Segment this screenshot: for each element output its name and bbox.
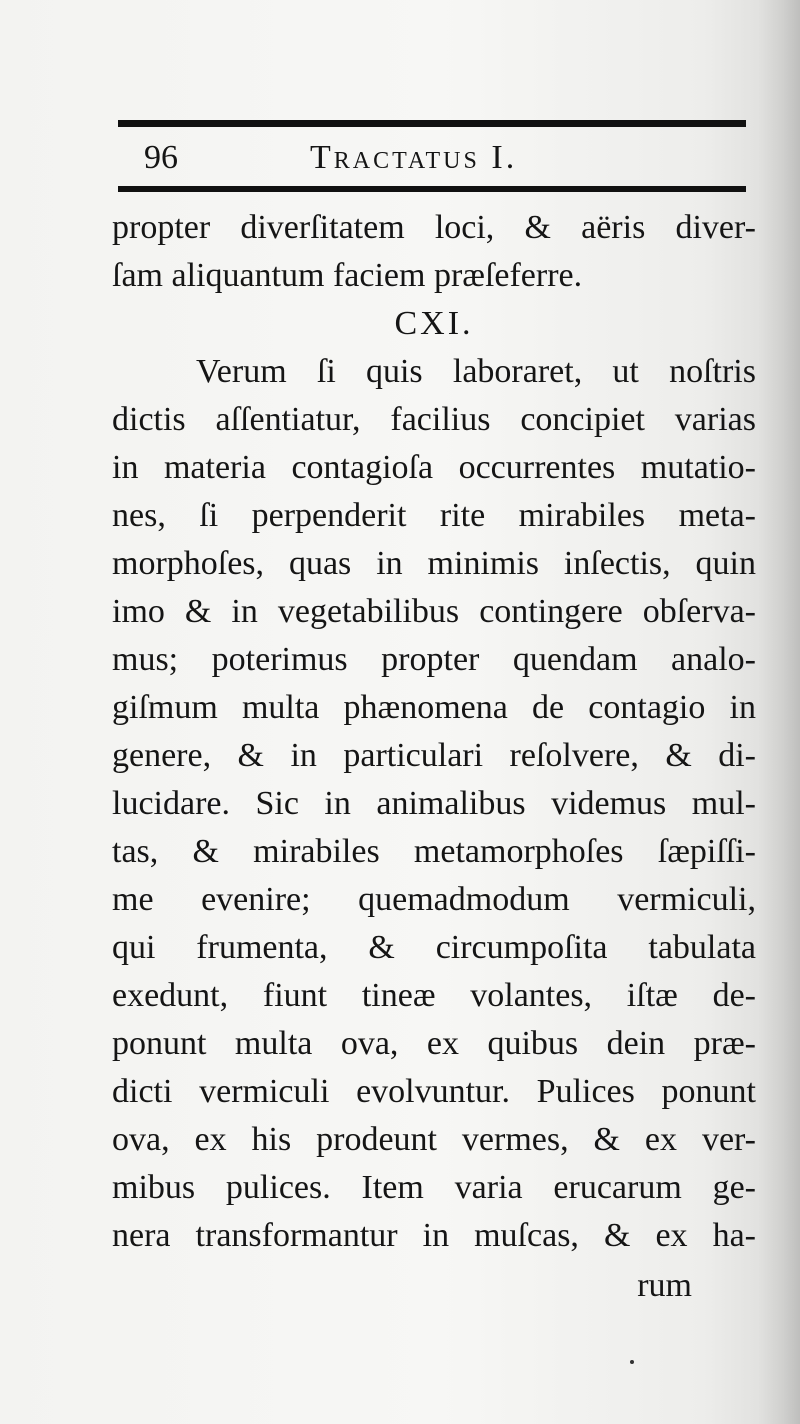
header-top-rule [118, 120, 746, 127]
body-text [112, 204, 756, 1260]
text-line: imo & in vegetabilibus contingere obſerva- [112, 593, 756, 630]
text-line: genere, & in particulari reſolvere, & di- [112, 737, 756, 774]
running-header [118, 138, 746, 178]
page-edge-shadow [758, 0, 800, 1424]
page-number: 96 [144, 139, 178, 176]
text-line: dicti vermiculi evolvuntur. Pulices ponunt [112, 1073, 756, 1110]
catchword: rum [637, 1267, 692, 1304]
ink-speck [630, 1360, 634, 1364]
text-line: nera transformantur in muſcas, & ex ha- [112, 1217, 756, 1254]
text-line: dictis aſſentiatur, facilius concipiet varias [112, 401, 756, 438]
header-bottom-rule [118, 186, 746, 192]
text-line: me evenire; quemadmodum vermiculi, [112, 881, 756, 918]
text-line: exedunt, fiunt tineæ volantes, iſtæ de- [112, 977, 756, 1014]
text-line: ponunt multa ova, ex quibus dein præ- [112, 1025, 756, 1062]
text-line: nes, ſi perpenderit rite mirabiles meta- [112, 497, 756, 534]
text-line: mibus pulices. Item varia erucarum ge- [112, 1169, 756, 1206]
text-line: propter diverſitatem loci, & aëris diver- [112, 209, 756, 246]
text-line: Verum ſi quis laboraret, ut noſtris [196, 353, 756, 390]
text-line: morphoſes, quas in minimis inſectis, quin [112, 545, 756, 582]
text-line: tas, & mirabiles metamorphoſes ſæpiſſi- [112, 833, 756, 870]
text-line: giſmum multa phænomena de contagio in [112, 689, 756, 726]
text-line: mus; poterimus propter quendam analo- [112, 641, 756, 678]
section-heading: CXI. [394, 305, 474, 342]
text-line: in materia contagioſa occurrentes mutatio- [112, 449, 756, 486]
running-title: Tractatus I. [310, 139, 518, 176]
text-line: ova, ex his prodeunt vermes, & ex ver- [112, 1121, 756, 1158]
text-line: qui frumenta, & circumpoſita tabulata [112, 929, 756, 966]
text-line: ſam aliquantum faciem præſeferre. [112, 257, 583, 294]
text-line: lucidare. Sic in animalibus videmus mul- [112, 785, 756, 822]
